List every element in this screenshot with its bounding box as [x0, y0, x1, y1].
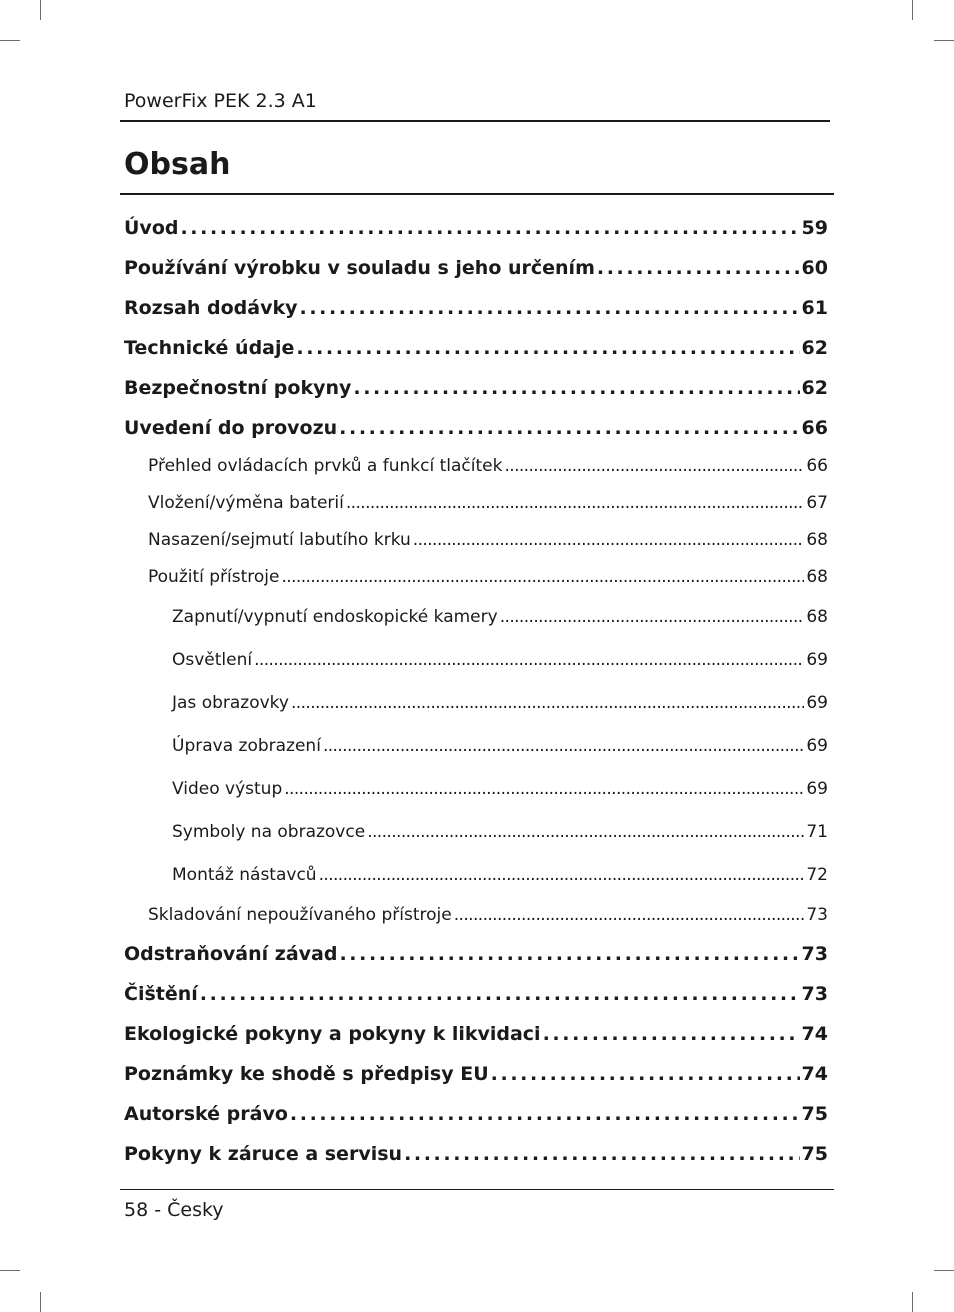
- toc-dot-leader: [254, 639, 804, 682]
- toc-entry[interactable]: [124, 328, 828, 368]
- toc-entry-title: Použití přístroje: [148, 567, 280, 587]
- toc-entry[interactable]: [124, 1054, 828, 1094]
- toc-entry[interactable]: [172, 768, 828, 811]
- toc-entry-page: 74: [801, 1063, 828, 1085]
- toc-entry[interactable]: [148, 522, 828, 559]
- toc-entry[interactable]: [172, 811, 828, 854]
- toc-entry-title: Přehled ovládacích prvků a funkcí tlačítek: [148, 456, 503, 476]
- toc-entry-title: Úprava zobrazení: [172, 736, 321, 756]
- crop-mark: [40, 0, 41, 20]
- toc-dot-leader: [353, 368, 799, 408]
- toc-entry[interactable]: [124, 248, 828, 288]
- toc-entry[interactable]: [148, 897, 828, 934]
- toc-entry-title: Video výstup: [172, 779, 283, 799]
- header-rule: [120, 120, 830, 122]
- toc-entry-page: 75: [801, 1103, 828, 1125]
- toc-entry[interactable]: [124, 288, 828, 328]
- toc-entry-page: 75: [801, 1143, 828, 1165]
- title-rule: [120, 193, 834, 195]
- toc-entry[interactable]: [124, 408, 828, 448]
- toc-entry-title: Osvětlení: [172, 650, 253, 670]
- toc-entry[interactable]: [124, 1014, 828, 1054]
- toc-dot-leader: [291, 682, 804, 725]
- toc-entry-page: 69: [806, 779, 828, 799]
- toc-entry-page: 68: [806, 530, 828, 550]
- toc-dot-leader: [284, 768, 804, 811]
- toc-entry[interactable]: [148, 448, 828, 485]
- toc-entry[interactable]: [172, 596, 828, 639]
- toc-entry-title: Technické údaje: [124, 337, 295, 359]
- toc-entry-page: 69: [806, 693, 828, 713]
- toc-entry-page: 66: [801, 417, 828, 439]
- toc-entry[interactable]: [172, 854, 828, 897]
- toc-entry-title: Ekologické pokyny a pokyny k likvidaci: [124, 1023, 541, 1045]
- toc-entry-page: 59: [801, 217, 828, 239]
- toc-dot-leader: [323, 725, 804, 768]
- toc-entry-page: 73: [801, 943, 828, 965]
- toc-dot-leader: [339, 408, 799, 448]
- toc-entry-title: Rozsah dodávky: [124, 297, 298, 319]
- toc-entry-page: 62: [801, 337, 828, 359]
- toc-entry[interactable]: [124, 208, 828, 248]
- toc-entry-page: 66: [806, 456, 828, 476]
- toc-entry[interactable]: [124, 934, 828, 974]
- toc-entry-page: 72: [806, 865, 828, 885]
- toc-entry-title: Jas obrazovky: [172, 693, 289, 713]
- footer-rule: [120, 1189, 834, 1190]
- crop-mark: [0, 1270, 20, 1271]
- toc-entry-page: 60: [801, 257, 828, 279]
- toc-entry[interactable]: [124, 1094, 828, 1134]
- toc-entry-page: 74: [801, 1023, 828, 1045]
- toc-entry-title: Úvod: [124, 217, 179, 239]
- toc-dot-leader: [504, 448, 804, 485]
- toc-dot-leader: [367, 811, 804, 854]
- toc-entry-page: 73: [806, 905, 828, 925]
- toc-dot-leader: [413, 522, 805, 559]
- toc-dot-leader: [404, 1134, 799, 1174]
- toc-entry[interactable]: [124, 974, 828, 1014]
- toc-entry-page: 71: [806, 822, 828, 842]
- toc-entry[interactable]: [172, 682, 828, 725]
- toc-dot-leader: [319, 854, 805, 897]
- toc-dot-leader: [543, 1014, 800, 1054]
- crop-mark: [0, 40, 20, 41]
- page-footer: 58 - Česky: [124, 1199, 224, 1221]
- toc-entry-title: Montáž nástavců: [172, 865, 317, 885]
- toc-entry-title: Bezpečnostní pokyny: [124, 377, 352, 399]
- toc-dot-leader: [454, 897, 805, 934]
- toc-entry-title: Vložení/výměna baterií: [148, 493, 344, 513]
- toc-entry-page: 73: [801, 983, 828, 1005]
- toc-dot-leader: [300, 288, 800, 328]
- toc-entry-title: Používání výrobku v souladu s jeho určením: [124, 257, 595, 279]
- toc-entry-title: Poznámky ke shodě s předpisy EU: [124, 1063, 489, 1085]
- toc-entry-page: 68: [806, 567, 828, 587]
- toc-entry[interactable]: [148, 485, 828, 522]
- toc-dot-leader: [500, 596, 805, 639]
- toc-entry-title: Čištění: [124, 983, 198, 1005]
- toc-entry-page: 69: [806, 736, 828, 756]
- toc-entry-title: Nasazení/sejmutí labutího krku: [148, 530, 411, 550]
- crop-mark: [912, 1292, 913, 1312]
- toc-entry[interactable]: [124, 368, 828, 408]
- toc-entry-title: Uvedení do provozu: [124, 417, 338, 439]
- toc-dot-leader: [346, 485, 804, 522]
- toc-dot-leader: [597, 248, 800, 288]
- toc-entry-title: Autorské právo: [124, 1103, 288, 1125]
- crop-mark: [40, 1292, 41, 1312]
- crop-mark: [934, 1270, 954, 1271]
- toc-entry[interactable]: [172, 639, 828, 682]
- toc-dot-leader: [281, 559, 804, 596]
- toc-dot-leader: [200, 974, 800, 1014]
- toc-entry-title: Pokyny k záruce a servisu: [124, 1143, 403, 1165]
- toc-dot-leader: [491, 1054, 800, 1094]
- page-title: Obsah: [124, 147, 231, 182]
- toc-dot-leader: [339, 934, 799, 974]
- running-header: PowerFix PEK 2.3 A1: [124, 90, 317, 112]
- toc-dot-leader: [290, 1094, 800, 1134]
- toc-entry-page: 68: [806, 607, 828, 627]
- toc-entry-page: 62: [801, 377, 828, 399]
- toc-dot-leader: [180, 208, 799, 248]
- toc-entry-title: Symboly na obrazovce: [172, 822, 366, 842]
- toc-entry-page: 69: [806, 650, 828, 670]
- toc-dot-leader: [296, 328, 799, 368]
- toc-entry-page: 61: [801, 297, 828, 319]
- toc-entry[interactable]: [148, 559, 828, 596]
- toc-entry[interactable]: [172, 725, 828, 768]
- toc-entry-title: Skladování nepoužívaného přístroje: [148, 905, 452, 925]
- crop-mark: [934, 40, 954, 41]
- crop-mark: [912, 0, 913, 20]
- toc-entry-title: Odstraňování závad: [124, 943, 338, 965]
- toc-entry-page: 67: [806, 493, 828, 513]
- toc-entry-title: Zapnutí/vypnutí endoskopické kamery: [172, 607, 498, 627]
- toc-entry[interactable]: [124, 1134, 828, 1174]
